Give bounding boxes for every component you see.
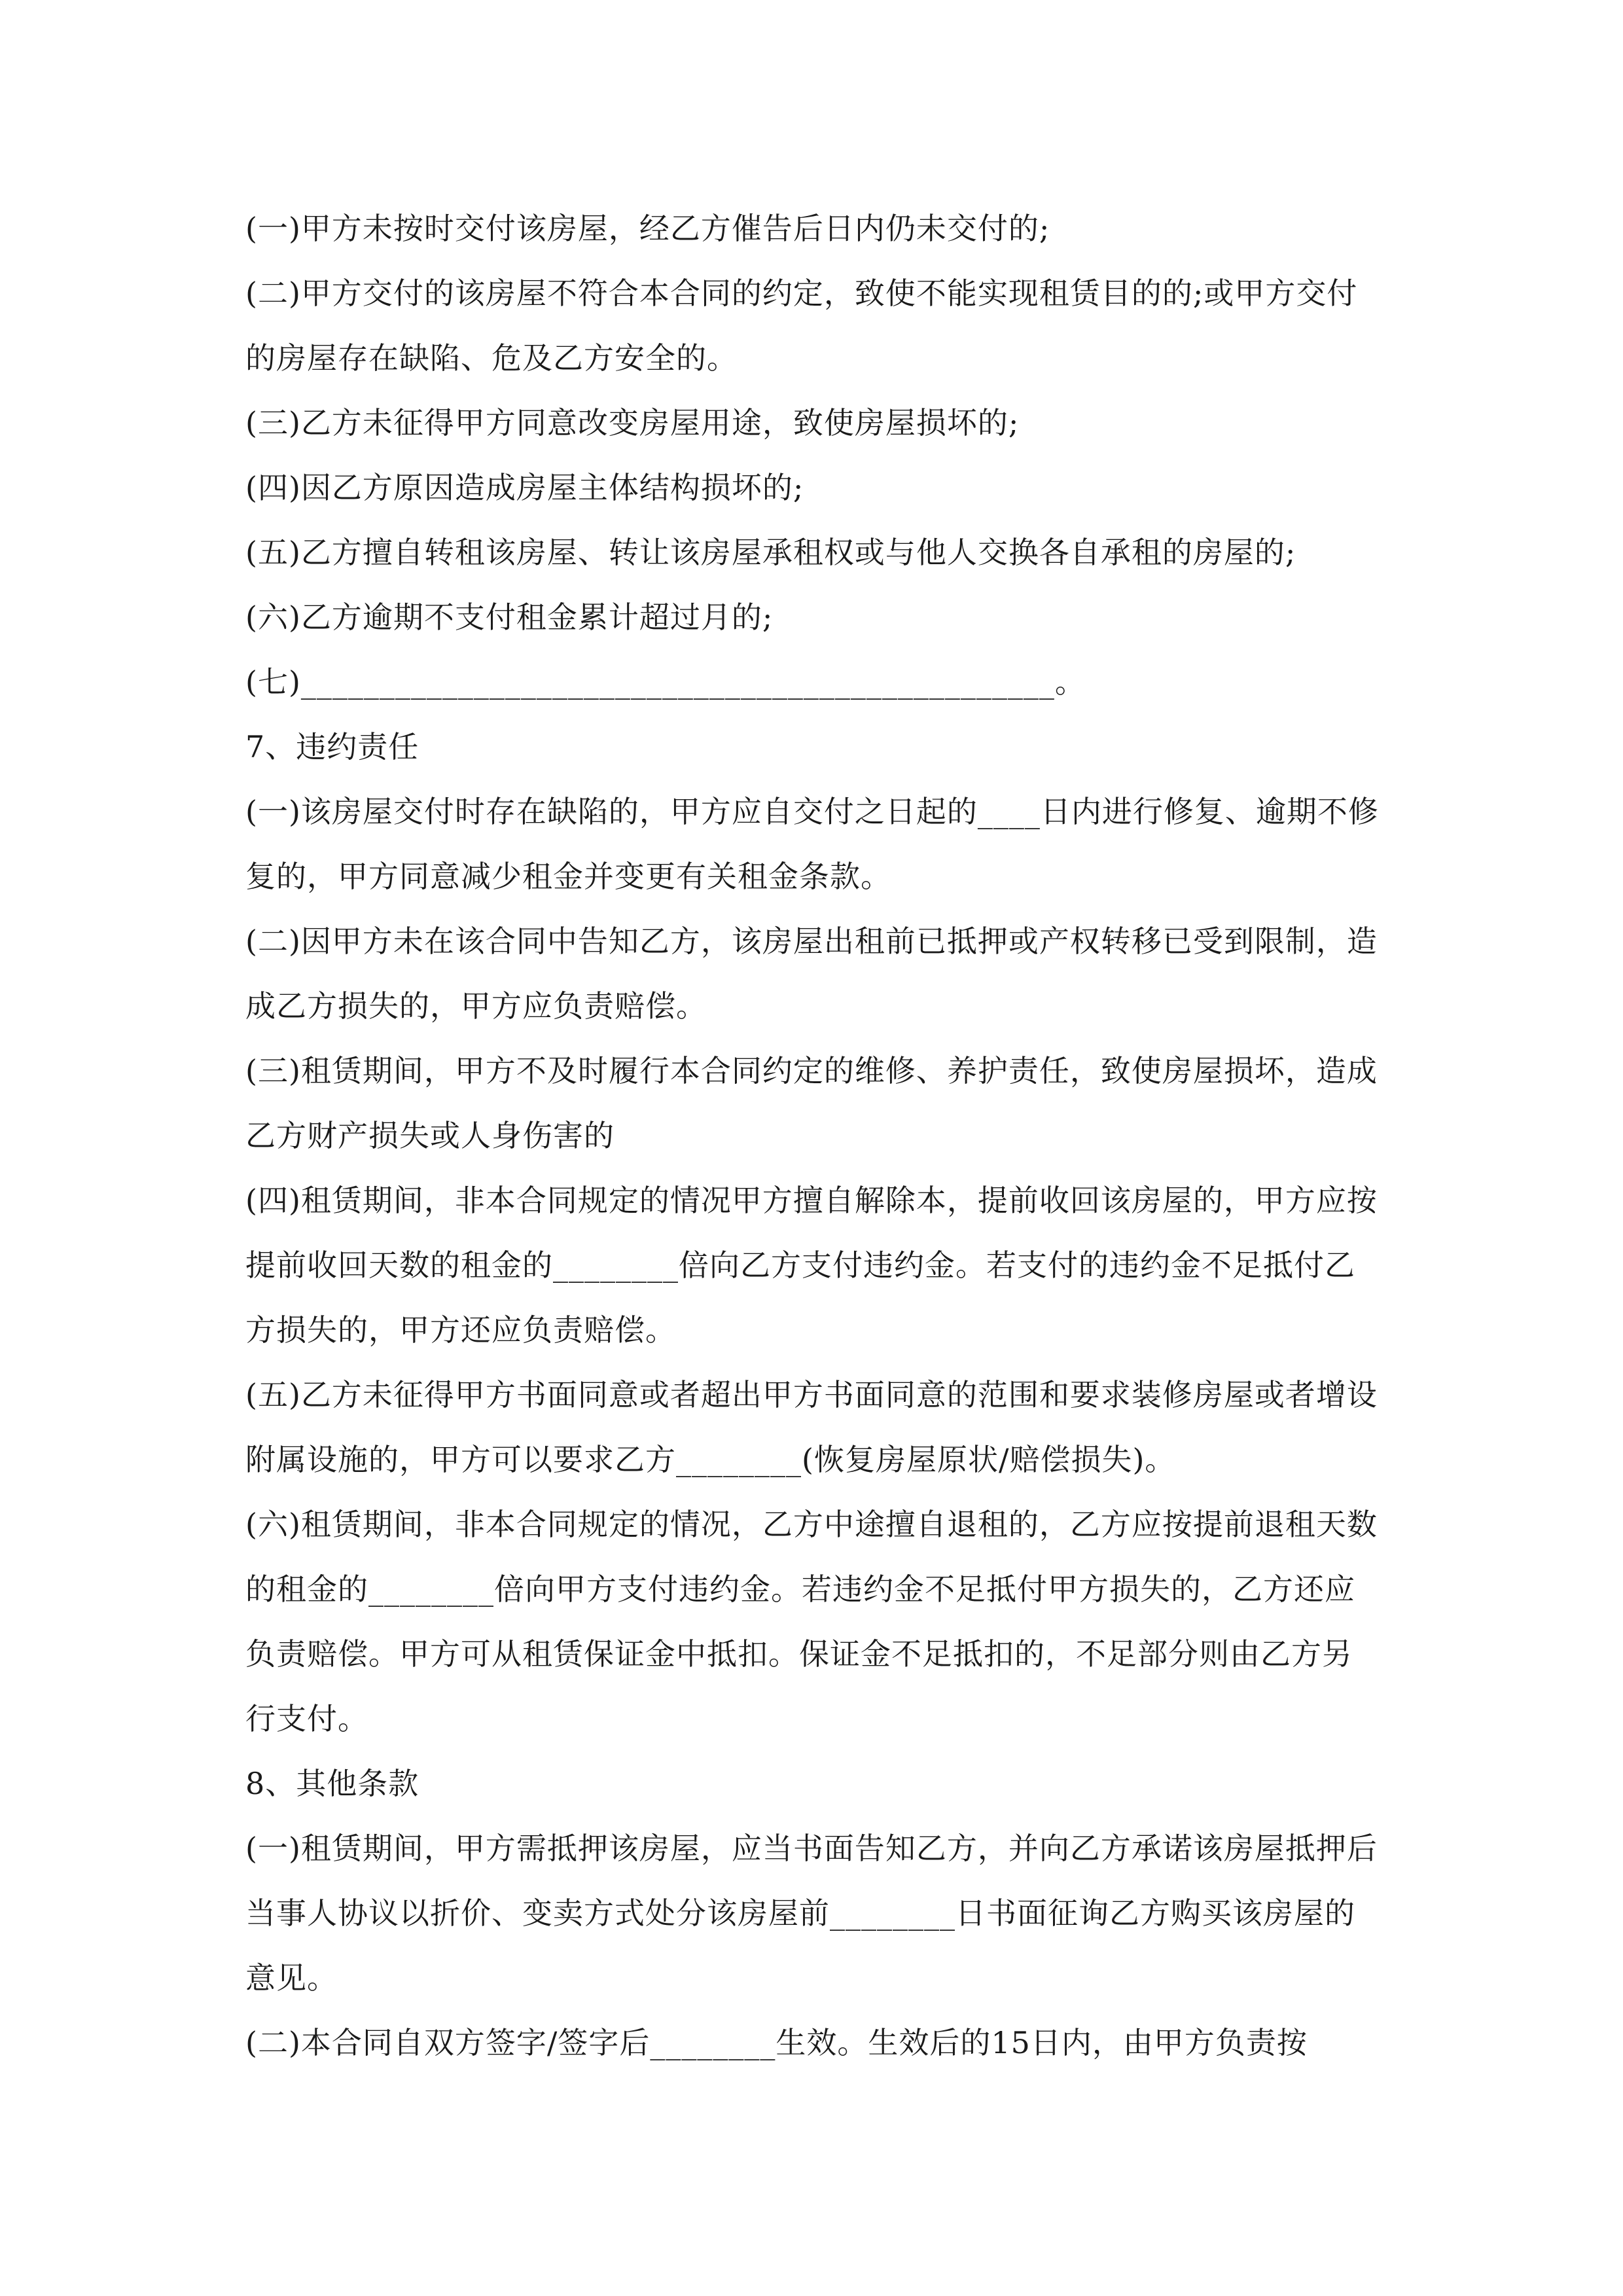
section-heading-other-terms: 8、其他条款	[245, 1766, 419, 1801]
clause-paragraph: (二)甲方交付的该房屋不符合本合同的约定，致使不能实现租赁目的的;或甲方交付的房屋存在缺陷、危及乙方安全的。	[245, 276, 1358, 376]
clause-paragraph: (一)租赁期间，甲方需抵押该房屋，应当书面告知乙方，并向乙方承诺该房屋抵押后当事人协议以折价、变卖方式处分该房屋前________日书面征询乙方购买该房屋的意见。	[245, 1831, 1378, 1996]
clause-paragraph: (六)乙方逾期不支付租金累计超过月的;	[245, 600, 774, 635]
clause-paragraph: (二)本合同自双方签字/签字后________生效。生效后的15日内，由甲方负责按	[245, 2025, 1308, 2060]
clause-paragraph: (一)甲方未按时交付该房屋，经乙方催告后日内仍未交付的;	[245, 211, 1050, 246]
clause-paragraph: (二)因甲方未在该合同中告知乙方，该房屋出租前已抵押或产权转移已受到限制，造成乙方损失的，甲方应负责赔偿。	[245, 924, 1378, 1024]
clause-paragraph: (一)该房屋交付时存在缺陷的，甲方应自交付之日起的____日内进行修复、逾期不修复的，甲方同意减少租金并变更有关租金条款。	[245, 794, 1379, 894]
section-heading-breach-liability: 7、违约责任	[245, 729, 419, 764]
clause-paragraph: (五)乙方擅自转租该房屋、转让该房屋承租权或与他人交换各自承租的房屋的;	[245, 535, 1296, 570]
clause-paragraph: (三)租赁期间，甲方不及时履行本合同约定的维修、养护责任，致使房屋损坏，造成乙方财产损失或人身伤害的	[245, 1053, 1378, 1153]
document-body	[245, 196, 1381, 2075]
clause-paragraph-blank: (七)________________________________________________。	[245, 664, 1086, 700]
clause-paragraph: (五)乙方未征得甲方书面同意或者超出甲方书面同意的范围和要求装修房屋或者增设附属设施的，甲方可以要求乙方________(恢复房屋原状/赔偿损失)。	[245, 1377, 1378, 1477]
clause-paragraph: (四)租赁期间，非本合同规定的情况甲方擅自解除本，提前收回该房屋的，甲方应按提前收回天数的租金的________倍向乙方支付违约金。若支付的违约金不足抵付乙方损失的，甲方还应负责赔偿。	[245, 1183, 1378, 1348]
clause-paragraph: (四)因乙方原因造成房屋主体结构损坏的;	[245, 470, 804, 505]
clause-paragraph: (三)乙方未征得甲方同意改变房屋用途，致使房屋损坏的;	[245, 405, 1020, 440]
clause-paragraph: (六)租赁期间，非本合同规定的情况，乙方中途擅自退租的，乙方应按提前退租天数的租金的________倍向甲方支付违约金。若违约金不足抵付甲方损失的，乙方还应负责赔偿。甲方可从租赁保证金中抵扣。保证金不足抵扣的，不足部分则由乙方另行支付。	[245, 1507, 1378, 1736]
